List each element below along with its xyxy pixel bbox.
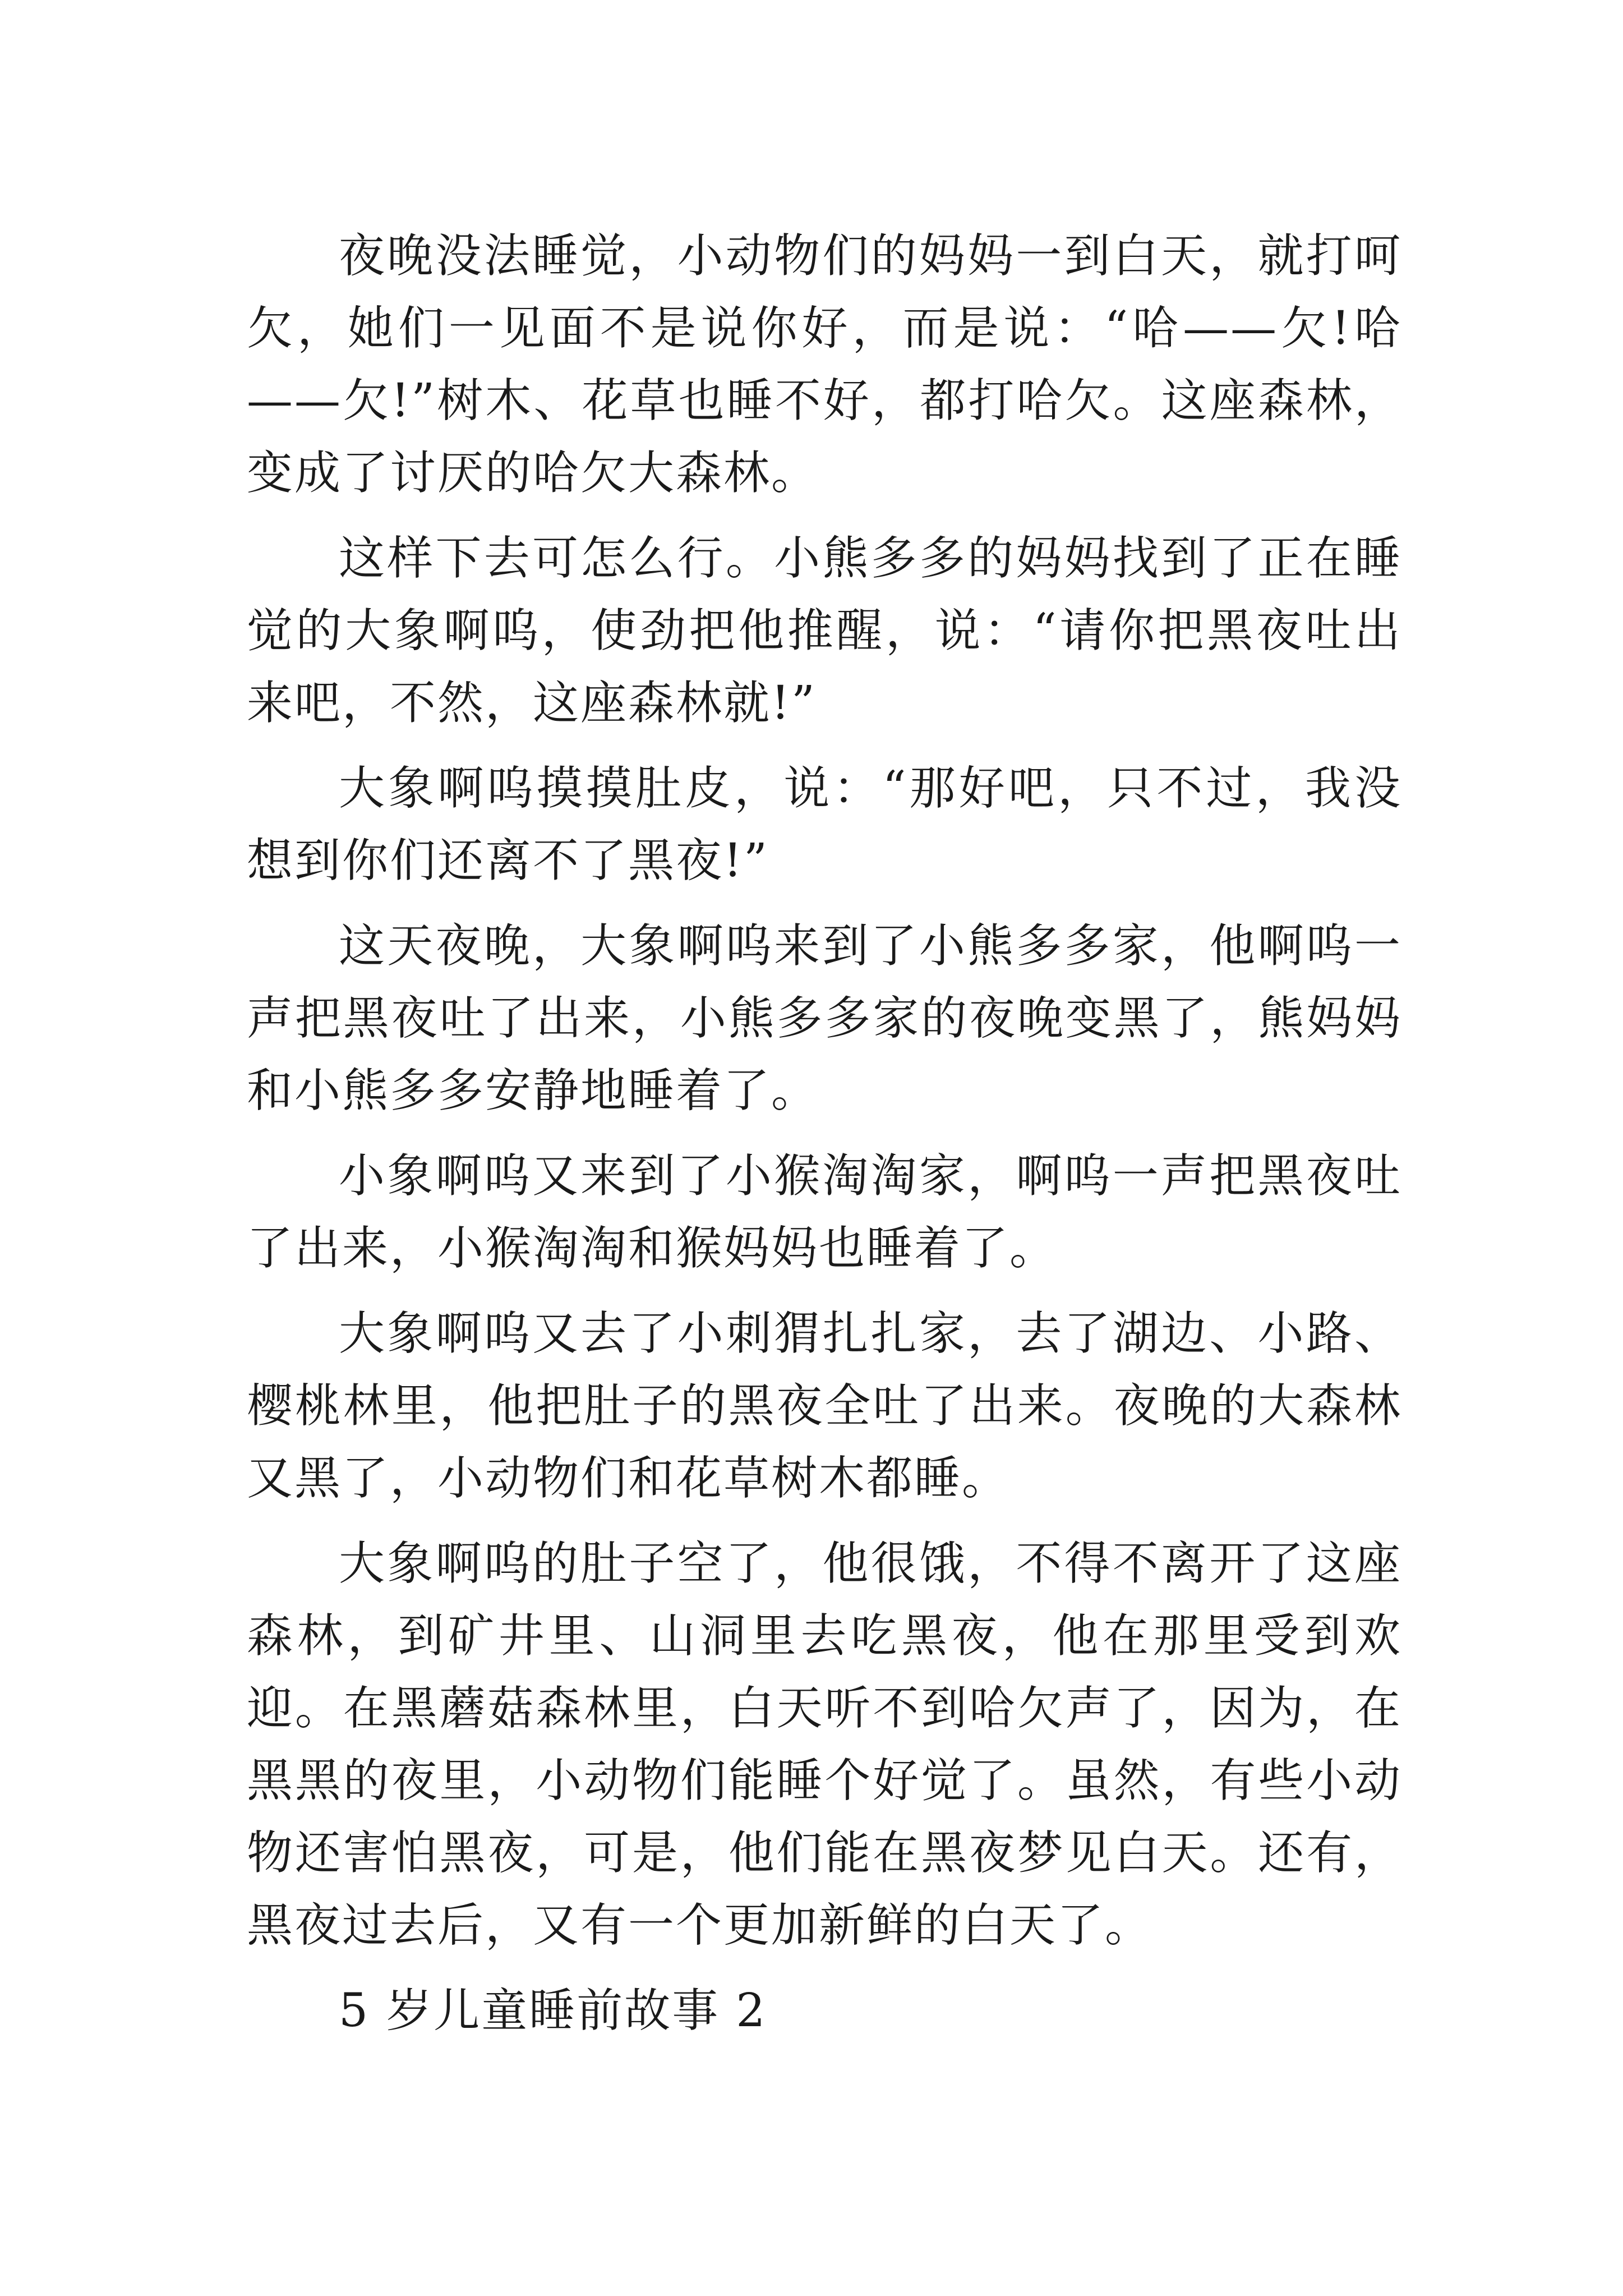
paragraph-2: 这样下去可怎么行。小熊多多的妈妈找到了正在睡觉的大象啊呜，使劲把他推醒，说：“请你把黑夜吐出来吧，不然，这座森林就!” (247, 532, 1402, 730)
next-story-title: 5 岁儿童睡前故事 2 (339, 1984, 767, 2037)
paragraph-6: 大象啊呜又去了小刺猬扎扎家，去了湖边、小路、樱桃林里，他把肚子的黑夜全吐了出来。夜晚的大森林又黑了，小动物们和花草树木都睡。 (247, 1307, 1402, 1505)
paragraph-7: 大象啊呜的肚子空了，他很饿，不得不离开了这座森林，到矿井里、山洞里去吃黑夜，他在那里受到欢迎。在黑蘑菇森林里，白天听不到哈欠声了，因为，在黑黑的夜里，小动物们能睡个好觉了。虽然，有些小动物还害怕黑夜，可是，他们能在黑夜梦见白天。还有，黑夜过去后，又有一个更加新鲜的白天了。 (247, 1537, 1402, 1952)
paragraph-4: 这天夜晚，大象啊呜来到了小熊多多家，他啊呜一声把黑夜吐了出来，小熊多多家的夜晚变黑了，熊妈妈和小熊多多安静地睡着了。 (247, 919, 1402, 1117)
paragraph-5: 小象啊呜又来到了小猴淘淘家，啊呜一声把黑夜吐了出来，小猴淘淘和猴妈妈也睡着了。 (247, 1149, 1402, 1275)
paragraph-3: 大象啊呜摸摸肚皮，说：“那好吧，只不过，我没想到你们还离不了黑夜!” (247, 762, 1402, 887)
paragraph-1: 夜晚没法睡觉，小动物们的妈妈一到白天，就打呵欠，她们一见面不是说你好，而是说：“哈——欠!哈——欠!”树木、花草也睡不好，都打哈欠。这座森林，变成了讨厌的哈欠大森林。 (247, 229, 1402, 500)
story-text (247, 220, 1402, 2060)
